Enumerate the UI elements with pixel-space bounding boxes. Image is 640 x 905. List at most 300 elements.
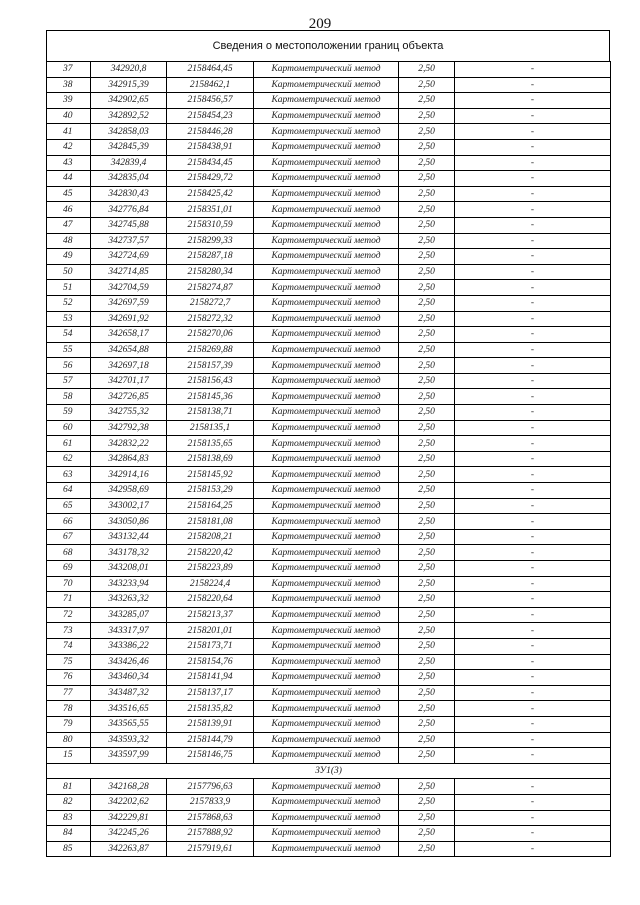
table-row [47,841,611,857]
point-number-cell: 50 [47,264,91,280]
point-number-cell: 42 [47,139,91,155]
method-cell: Картометрический метод [254,638,399,654]
accuracy-cell: 2,50 [399,841,455,857]
x-coordinate-cell: 342864,83 [91,451,167,467]
description-cell: - [455,420,611,436]
table-row [47,498,611,514]
table-row [47,373,611,389]
table-title: Сведения о местоположении границ объекта [46,30,610,61]
method-cell: Картометрический метод [254,217,399,233]
accuracy-cell: 2,50 [399,264,455,280]
y-coordinate-cell: 2158310,59 [167,217,254,233]
description-cell: - [455,295,611,311]
table-row [47,62,611,78]
point-number-cell: 47 [47,217,91,233]
description-cell: - [455,108,611,124]
method-cell: Картометрический метод [254,342,399,358]
accuracy-cell: 2,50 [399,607,455,623]
y-coordinate-cell: 2158272,32 [167,311,254,327]
method-cell: Картометрический метод [254,701,399,717]
method-cell: Картометрический метод [254,155,399,171]
y-coordinate-cell: 2158157,39 [167,358,254,374]
method-cell: Картометрический метод [254,295,399,311]
method-cell: Картометрический метод [254,373,399,389]
description-cell: - [455,576,611,592]
x-coordinate-cell: 343050,86 [91,514,167,530]
x-coordinate-cell: 342724,69 [91,249,167,265]
accuracy-cell: 2,50 [399,810,455,826]
y-coordinate-cell: 2158208,21 [167,529,254,545]
x-coordinate-cell: 342704,59 [91,280,167,296]
method-cell: Картометрический метод [254,280,399,296]
description-cell: - [455,233,611,249]
description-cell: - [455,826,611,842]
description-cell: - [455,93,611,109]
x-coordinate-cell: 343263,32 [91,592,167,608]
x-coordinate-cell: 342245,26 [91,826,167,842]
x-coordinate-cell: 342202,62 [91,794,167,810]
point-number-cell: 83 [47,810,91,826]
description-cell: - [455,155,611,171]
table-row [47,701,611,717]
accuracy-cell: 2,50 [399,389,455,405]
description-cell: - [455,436,611,452]
method-cell: Картометрический метод [254,592,399,608]
accuracy-cell: 2,50 [399,155,455,171]
point-number-cell: 80 [47,732,91,748]
y-coordinate-cell: 2158138,69 [167,451,254,467]
table-row [47,451,611,467]
point-number-cell: 65 [47,498,91,514]
y-coordinate-cell: 2157888,92 [167,826,254,842]
accuracy-cell: 2,50 [399,311,455,327]
accuracy-cell: 2,50 [399,716,455,732]
x-coordinate-cell: 342920,8 [91,62,167,78]
table-row [47,732,611,748]
y-coordinate-cell: 2158137,17 [167,685,254,701]
description-cell: - [455,498,611,514]
table-row [47,389,611,405]
y-coordinate-cell: 2158220,64 [167,592,254,608]
coordinates-table-body [47,62,611,857]
description-cell: - [455,280,611,296]
table-row [47,217,611,233]
x-coordinate-cell: 342755,32 [91,405,167,421]
method-cell: Картометрический метод [254,264,399,280]
table-row [47,108,611,124]
y-coordinate-cell: 2158135,82 [167,701,254,717]
y-coordinate-cell: 2158173,71 [167,638,254,654]
x-coordinate-cell: 343516,65 [91,701,167,717]
table-row [47,685,611,701]
method-cell: Картометрический метод [254,732,399,748]
method-cell: Картометрический метод [254,529,399,545]
table-row [47,638,611,654]
description-cell: - [455,607,611,623]
accuracy-cell: 2,50 [399,186,455,202]
point-number-cell: 52 [47,295,91,311]
x-coordinate-cell: 343386,22 [91,638,167,654]
accuracy-cell: 2,50 [399,436,455,452]
accuracy-cell: 2,50 [399,701,455,717]
method-cell: Картометрический метод [254,794,399,810]
accuracy-cell: 2,50 [399,62,455,78]
method-cell: Картометрический метод [254,202,399,218]
y-coordinate-cell: 2158181,08 [167,514,254,530]
description-cell: - [455,124,611,140]
description-cell: - [455,467,611,483]
description-cell: - [455,451,611,467]
y-coordinate-cell: 2158280,34 [167,264,254,280]
table-row [47,155,611,171]
table-row [47,139,611,155]
x-coordinate-cell: 342697,18 [91,358,167,374]
description-cell: - [455,186,611,202]
description-cell: - [455,373,611,389]
section-row [47,763,611,779]
description-cell: - [455,732,611,748]
description-cell: - [455,311,611,327]
method-cell: Картометрический метод [254,498,399,514]
table-row [47,779,611,795]
y-coordinate-cell: 2158139,91 [167,716,254,732]
table-row [47,77,611,93]
table-row [47,826,611,842]
description-cell: - [455,670,611,686]
x-coordinate-cell: 342229,81 [91,810,167,826]
table-row [47,358,611,374]
point-number-cell: 74 [47,638,91,654]
method-cell: Картометрический метод [254,93,399,109]
point-number-cell: 38 [47,77,91,93]
y-coordinate-cell: 2158164,25 [167,498,254,514]
table-row [47,342,611,358]
description-cell: - [455,202,611,218]
point-number-cell: 37 [47,62,91,78]
y-coordinate-cell: 2158213,37 [167,607,254,623]
table-row [47,794,611,810]
accuracy-cell: 2,50 [399,202,455,218]
x-coordinate-cell: 342168,28 [91,779,167,795]
x-coordinate-cell: 343597,99 [91,748,167,764]
table-row [47,405,611,421]
y-coordinate-cell: 2158220,42 [167,545,254,561]
method-cell: Картометрический метод [254,685,399,701]
point-number-cell: 41 [47,124,91,140]
point-number-cell: 71 [47,592,91,608]
x-coordinate-cell: 342737,57 [91,233,167,249]
description-cell: - [455,171,611,187]
point-number-cell: 56 [47,358,91,374]
table-row [47,592,611,608]
description-cell: - [455,77,611,93]
method-cell: Картометрический метод [254,561,399,577]
method-cell: Картометрический метод [254,467,399,483]
accuracy-cell: 2,50 [399,638,455,654]
x-coordinate-cell: 342902,65 [91,93,167,109]
point-number-cell: 68 [47,545,91,561]
point-number-cell: 78 [47,701,91,717]
method-cell: Картометрический метод [254,389,399,405]
method-cell: Картометрический метод [254,358,399,374]
accuracy-cell: 2,50 [399,779,455,795]
accuracy-cell: 2,50 [399,405,455,421]
point-number-cell: 77 [47,685,91,701]
table-row [47,264,611,280]
x-coordinate-cell: 342830,43 [91,186,167,202]
method-cell: Картометрический метод [254,841,399,857]
table-row [47,607,611,623]
table-row [47,670,611,686]
x-coordinate-cell: 342776,84 [91,202,167,218]
method-cell: Картометрический метод [254,139,399,155]
table-row [47,623,611,639]
accuracy-cell: 2,50 [399,623,455,639]
point-number-cell: 53 [47,311,91,327]
method-cell: Картометрический метод [254,623,399,639]
accuracy-cell: 2,50 [399,373,455,389]
point-number-cell: 85 [47,841,91,857]
x-coordinate-cell: 342835,04 [91,171,167,187]
point-number-cell: 45 [47,186,91,202]
method-cell: Картометрический метод [254,124,399,140]
y-coordinate-cell: 2158287,18 [167,249,254,265]
description-cell: - [455,342,611,358]
y-coordinate-cell: 2158446,28 [167,124,254,140]
method-cell: Картометрический метод [254,654,399,670]
description-cell: - [455,217,611,233]
table-row [47,716,611,732]
method-cell: Картометрический метод [254,607,399,623]
x-coordinate-cell: 342745,88 [91,217,167,233]
accuracy-cell: 2,50 [399,139,455,155]
x-coordinate-cell: 343593,32 [91,732,167,748]
x-coordinate-cell: 342658,17 [91,327,167,343]
x-coordinate-cell: 342839,4 [91,155,167,171]
accuracy-cell: 2,50 [399,670,455,686]
y-coordinate-cell: 2158434,45 [167,155,254,171]
x-coordinate-cell: 342892,52 [91,108,167,124]
x-coordinate-cell: 342792,38 [91,420,167,436]
table-row [47,233,611,249]
method-cell: Картометрический метод [254,451,399,467]
description-cell: - [455,529,611,545]
y-coordinate-cell: 2158438,91 [167,139,254,155]
accuracy-cell: 2,50 [399,217,455,233]
table-row [47,467,611,483]
description-cell: - [455,62,611,78]
description-cell: - [455,358,611,374]
page-number: 209 [308,16,332,32]
accuracy-cell: 2,50 [399,498,455,514]
x-coordinate-cell: 342263,87 [91,841,167,857]
accuracy-cell: 2,50 [399,826,455,842]
accuracy-cell: 2,50 [399,748,455,764]
y-coordinate-cell: 2158429,72 [167,171,254,187]
point-number-cell: 73 [47,623,91,639]
x-coordinate-cell: 342858,03 [91,124,167,140]
method-cell: Картометрический метод [254,405,399,421]
table-row [47,748,611,764]
y-coordinate-cell: 2158138,71 [167,405,254,421]
point-number-cell: 64 [47,483,91,499]
table-row [47,202,611,218]
y-coordinate-cell: 2158146,75 [167,748,254,764]
y-coordinate-cell: 2158456,57 [167,93,254,109]
description-cell: - [455,841,611,857]
x-coordinate-cell: 343317,97 [91,623,167,639]
y-coordinate-cell: 2158156,43 [167,373,254,389]
x-coordinate-cell: 342845,39 [91,139,167,155]
y-coordinate-cell: 2158201,01 [167,623,254,639]
accuracy-cell: 2,50 [399,451,455,467]
point-number-cell: 58 [47,389,91,405]
accuracy-cell: 2,50 [399,514,455,530]
method-cell: Картометрический метод [254,748,399,764]
accuracy-cell: 2,50 [399,685,455,701]
method-cell: Картометрический метод [254,436,399,452]
accuracy-cell: 2,50 [399,576,455,592]
accuracy-cell: 2,50 [399,342,455,358]
method-cell: Картометрический метод [254,810,399,826]
point-number-cell: 81 [47,779,91,795]
method-cell: Картометрический метод [254,62,399,78]
x-coordinate-cell: 342958,69 [91,483,167,499]
y-coordinate-cell: 2158462,1 [167,77,254,93]
method-cell: Картометрический метод [254,420,399,436]
point-number-cell: 59 [47,405,91,421]
y-coordinate-cell: 2158274,87 [167,280,254,296]
table-row [47,654,611,670]
table-row [47,483,611,499]
y-coordinate-cell: 2158145,92 [167,467,254,483]
point-number-cell: 84 [47,826,91,842]
x-coordinate-cell: 342701,17 [91,373,167,389]
table-row [47,171,611,187]
y-coordinate-cell: 2157868,63 [167,810,254,826]
point-number-cell: 70 [47,576,91,592]
accuracy-cell: 2,50 [399,295,455,311]
x-coordinate-cell: 342654,88 [91,342,167,358]
x-coordinate-cell: 343233,94 [91,576,167,592]
table-row [47,311,611,327]
x-coordinate-cell: 343002,17 [91,498,167,514]
method-cell: Картометрический метод [254,249,399,265]
y-coordinate-cell: 2158454,23 [167,108,254,124]
method-cell: Картометрический метод [254,483,399,499]
method-cell: Картометрический метод [254,514,399,530]
y-coordinate-cell: 2158144,79 [167,732,254,748]
y-coordinate-cell: 2158135,65 [167,436,254,452]
y-coordinate-cell: 2157919,61 [167,841,254,857]
x-coordinate-cell: 342914,16 [91,467,167,483]
y-coordinate-cell: 2158270,06 [167,327,254,343]
x-coordinate-cell: 342915,39 [91,77,167,93]
point-number-cell: 40 [47,108,91,124]
accuracy-cell: 2,50 [399,124,455,140]
y-coordinate-cell: 2158135,1 [167,420,254,436]
section-label: ЗУ1(3) [47,763,611,779]
y-coordinate-cell: 2158269,88 [167,342,254,358]
accuracy-cell: 2,50 [399,592,455,608]
description-cell: - [455,779,611,795]
description-cell: - [455,592,611,608]
coordinates-sheet [46,30,610,857]
method-cell: Картометрический метод [254,77,399,93]
point-number-cell: 63 [47,467,91,483]
table-row [47,576,611,592]
y-coordinate-cell: 2158272,7 [167,295,254,311]
table-row [47,93,611,109]
point-number-cell: 15 [47,748,91,764]
point-number-cell: 66 [47,514,91,530]
description-cell: - [455,716,611,732]
description-cell: - [455,405,611,421]
y-coordinate-cell: 2158351,01 [167,202,254,218]
point-number-cell: 43 [47,155,91,171]
x-coordinate-cell: 343285,07 [91,607,167,623]
x-coordinate-cell: 342726,85 [91,389,167,405]
method-cell: Картометрический метод [254,826,399,842]
accuracy-cell: 2,50 [399,358,455,374]
point-number-cell: 48 [47,233,91,249]
method-cell: Картометрический метод [254,186,399,202]
point-number-cell: 79 [47,716,91,732]
accuracy-cell: 2,50 [399,732,455,748]
y-coordinate-cell: 2158153,29 [167,483,254,499]
accuracy-cell: 2,50 [399,561,455,577]
point-number-cell: 82 [47,794,91,810]
point-number-cell: 39 [47,93,91,109]
description-cell: - [455,264,611,280]
accuracy-cell: 2,50 [399,529,455,545]
description-cell: - [455,483,611,499]
table-row [47,249,611,265]
point-number-cell: 60 [47,420,91,436]
x-coordinate-cell: 343178,32 [91,545,167,561]
description-cell: - [455,794,611,810]
point-number-cell: 54 [47,327,91,343]
x-coordinate-cell: 342714,85 [91,264,167,280]
point-number-cell: 49 [47,249,91,265]
table-row [47,529,611,545]
y-coordinate-cell: 2157833,9 [167,794,254,810]
description-cell: - [455,638,611,654]
accuracy-cell: 2,50 [399,108,455,124]
method-cell: Картометрический метод [254,233,399,249]
y-coordinate-cell: 2158145,36 [167,389,254,405]
point-number-cell: 69 [47,561,91,577]
table-row [47,436,611,452]
x-coordinate-cell: 342832,22 [91,436,167,452]
description-cell: - [455,249,611,265]
description-cell: - [455,748,611,764]
accuracy-cell: 2,50 [399,233,455,249]
accuracy-cell: 2,50 [399,794,455,810]
description-cell: - [455,623,611,639]
coordinates-table [46,61,611,857]
table-row [47,295,611,311]
table-row [47,514,611,530]
accuracy-cell: 2,50 [399,93,455,109]
description-cell: - [455,810,611,826]
point-number-cell: 67 [47,529,91,545]
method-cell: Картометрический метод [254,171,399,187]
description-cell: - [455,327,611,343]
method-cell: Картометрический метод [254,108,399,124]
x-coordinate-cell: 343460,34 [91,670,167,686]
table-row [47,420,611,436]
